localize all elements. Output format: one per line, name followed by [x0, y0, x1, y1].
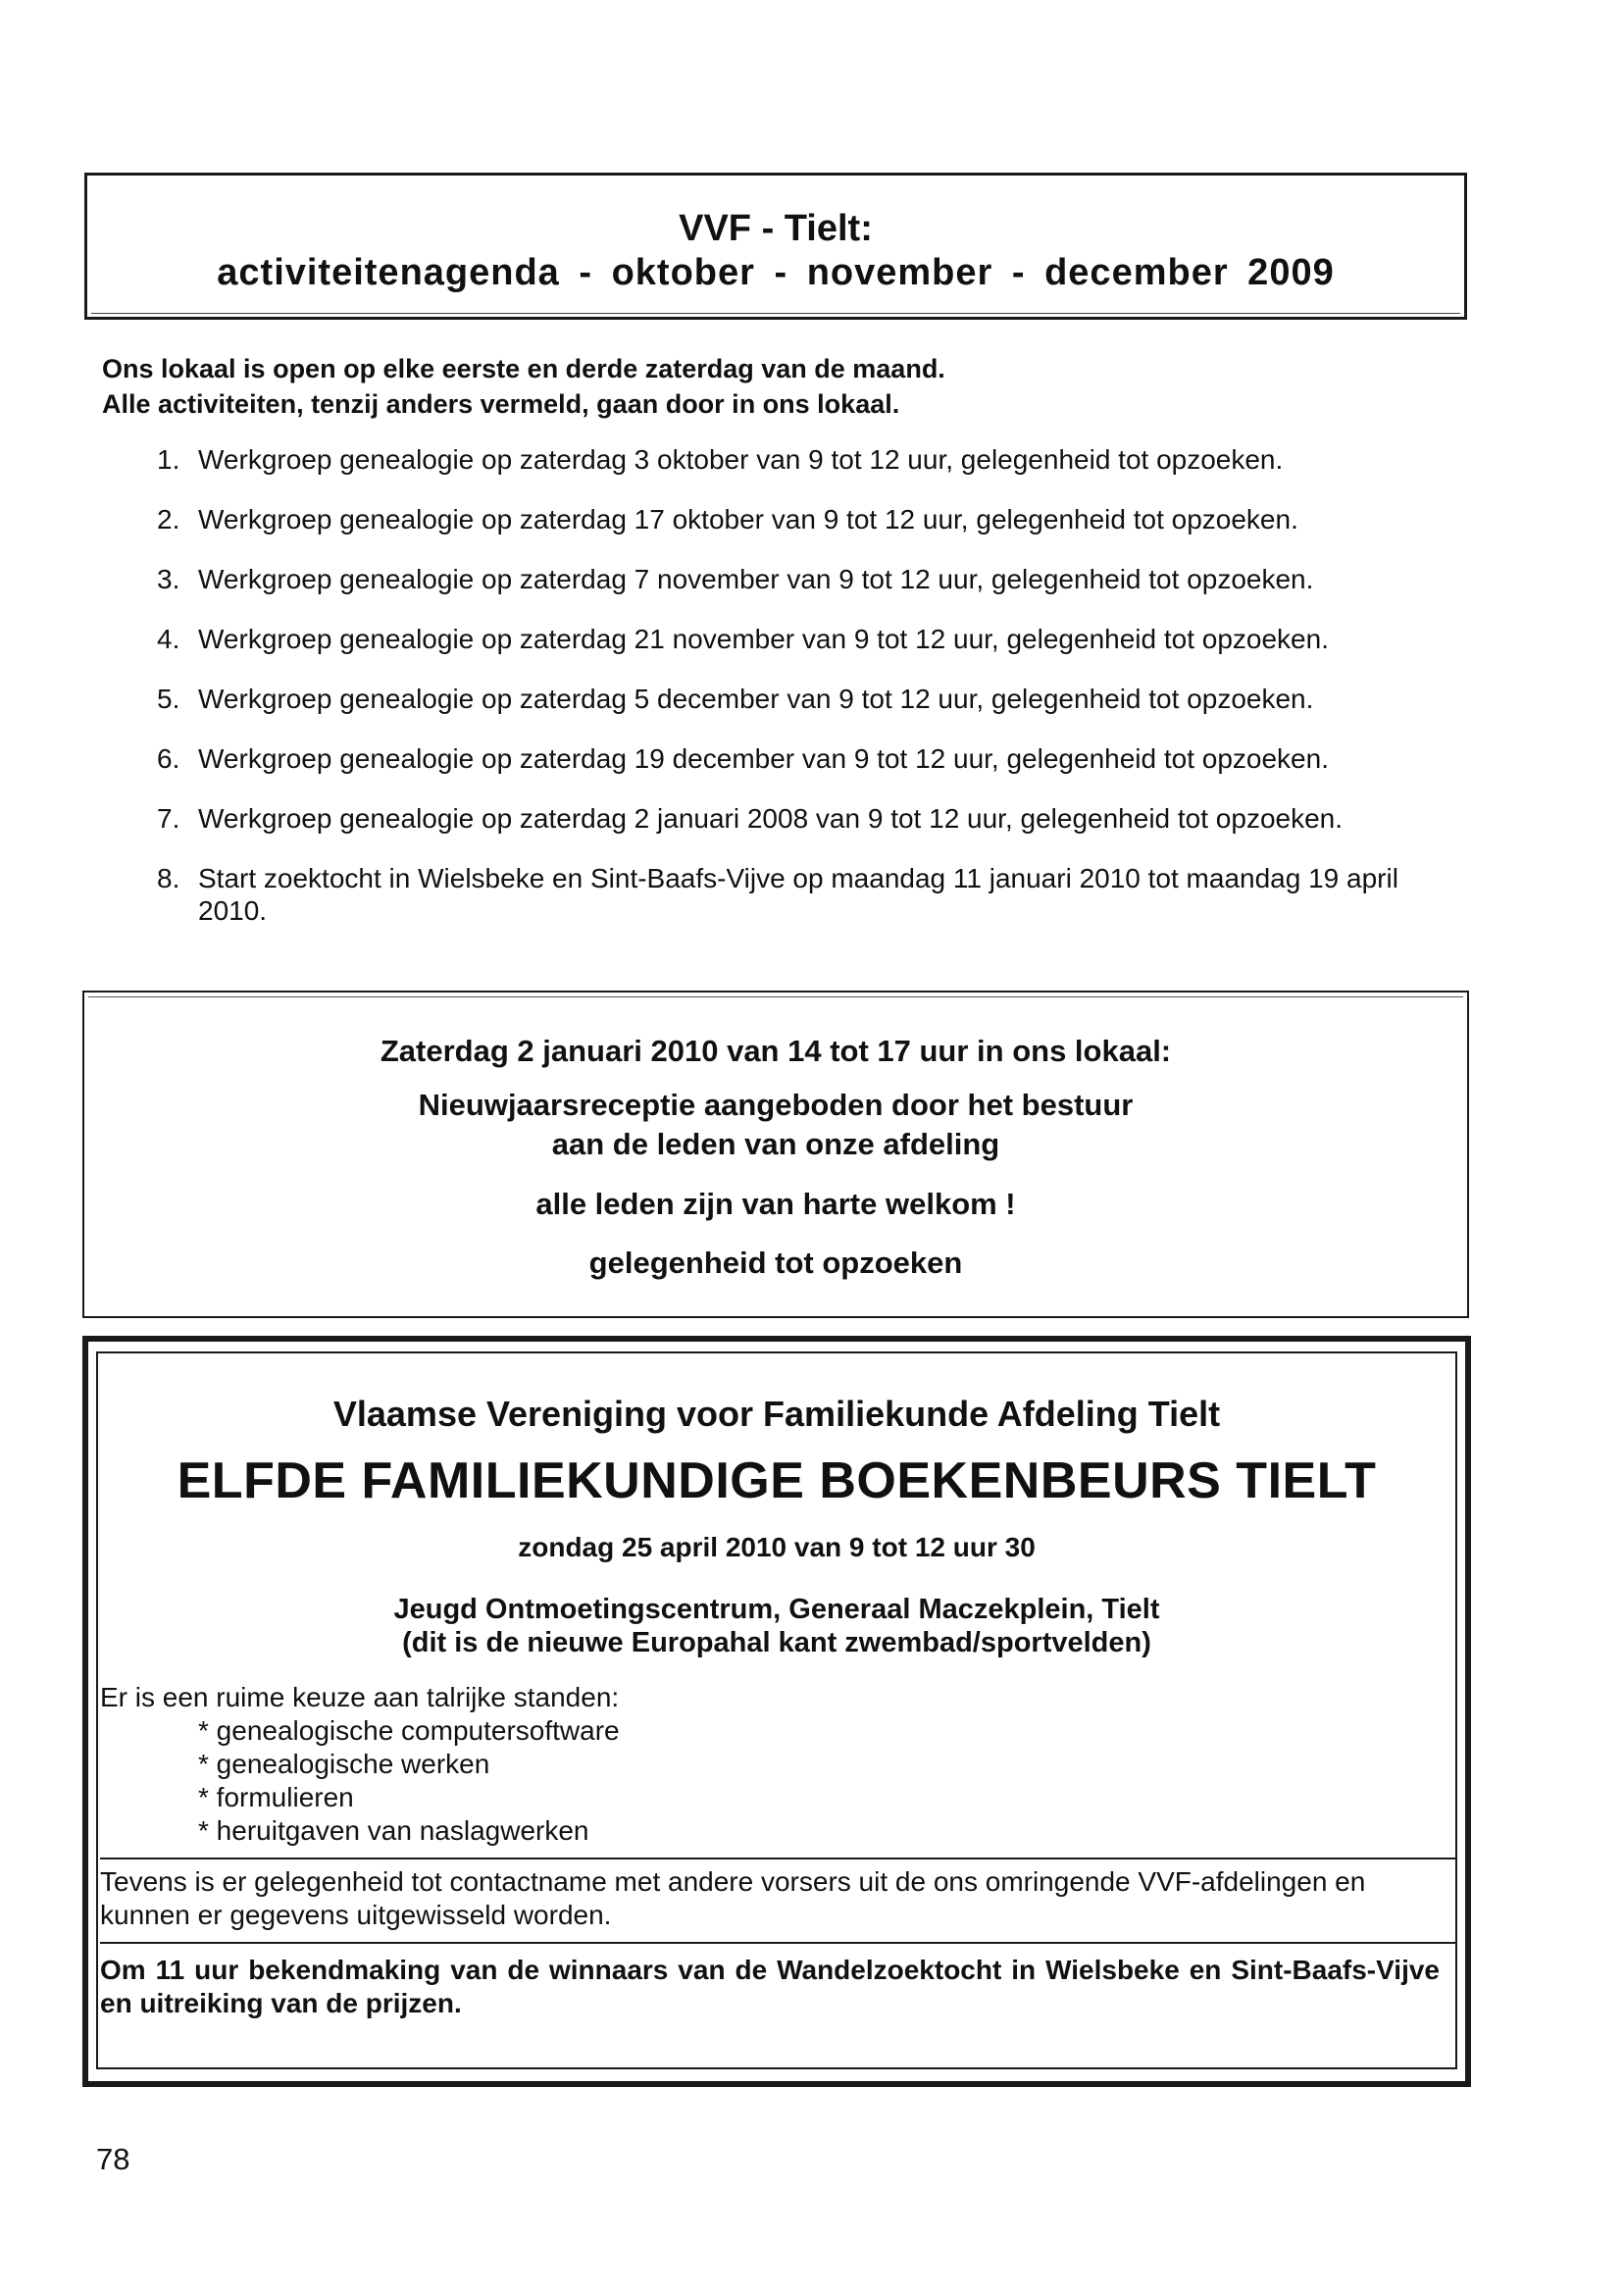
- fair-body: [98, 1681, 1455, 2020]
- page-number: 78: [96, 2142, 130, 2176]
- agenda-item: [147, 443, 1461, 476]
- agenda-item-number: 2.: [157, 504, 180, 535]
- fair-venue: [98, 1593, 1455, 1659]
- agenda-item-number: 8.: [157, 863, 180, 893]
- header-subtitle: activiteitenagenda - oktober - november - december 2009: [217, 252, 1335, 293]
- agenda-item-text: Werkgroep genealogie op zaterdag 19 december van 9 tot 12 uur, gelegenheid tot opzoeken.: [198, 743, 1329, 774]
- list-item: * heruitgaven van naslagwerken: [198, 1815, 589, 1846]
- agenda-item: [147, 623, 1461, 655]
- fair-venue-line-2: (dit is de nieuwe Europahal kant zwembad/sportvelden): [402, 1627, 1151, 1658]
- reception-audience: aan de leden van onze afdeling: [551, 1127, 1000, 1161]
- agenda-item: [147, 742, 1461, 775]
- agenda-item-number: 4.: [157, 624, 180, 654]
- agenda-item-text: Werkgroep genealogie op zaterdag 5 december van 9 tot 12 uur, gelegenheid tot opzoeken.: [198, 684, 1314, 714]
- fair-venue-line-1: Jeugd Ontmoetingscentrum, Generaal Maczekplein, Tielt: [393, 1594, 1160, 1625]
- reception-title: Nieuwjaarsreceptie aangeboden door het bestuur: [418, 1088, 1134, 1122]
- fair-title: ELFDE FAMILIEKUNDIGE BOEKENBEURS TIELT: [177, 1452, 1377, 1509]
- agenda-item-number: 5.: [157, 684, 180, 714]
- agenda-item: [147, 563, 1461, 595]
- agenda-item: [147, 683, 1461, 715]
- list-item: * genealogische werken: [198, 1749, 490, 1779]
- fair-stands-intro: Er is een ruime keuze aan talrijke standen:: [100, 1682, 620, 1712]
- agenda-item-number: 6.: [157, 743, 180, 774]
- agenda-item: [147, 503, 1461, 535]
- agenda-item: [147, 802, 1461, 835]
- fair-date: zondag 25 april 2010 van 9 tot 12 uur 30: [518, 1532, 1036, 1562]
- agenda-item-number: 7.: [157, 803, 180, 834]
- intro-line-1: Ons lokaal is open op elke eerste en derde zaterdag van de maand.: [102, 354, 945, 383]
- book-fair-inner-box: [96, 1351, 1457, 2069]
- reception-research: gelegenheid tot opzoeken: [588, 1246, 963, 1280]
- intro-line-2: Alle activiteiten, tenzij anders vermeld, gaan door in ons lokaal.: [102, 389, 900, 419]
- agenda-item-text: Werkgroep genealogie op zaterdag 21 november van 9 tot 12 uur, gelegenheid tot opzoeken.: [198, 624, 1329, 654]
- agenda-item-number: 1.: [157, 444, 180, 475]
- fair-organisation: Vlaamse Vereniging voor Familiekunde Afdeling Tielt: [332, 1394, 1221, 1434]
- reception-date: Zaterdag 2 januari 2010 van 14 tot 17 uur in ons lokaal:: [380, 1034, 1172, 1068]
- fair-contact-text: Tevens is er gelegenheid tot contactname met andere vorsers uit de ons omringende VVF-afdelingen en kunnen er gegevens uitgewisseld worden.: [100, 1866, 1366, 1930]
- agenda-header-box: [84, 173, 1467, 320]
- book-fair-box: [82, 1336, 1471, 2087]
- new-year-reception-box: [82, 991, 1469, 1318]
- list-item: * genealogische computersoftware: [198, 1715, 620, 1746]
- agenda-item-text: Werkgroep genealogie op zaterdag 3 oktober van 9 tot 12 uur, gelegenheid tot opzoeken.: [198, 444, 1284, 475]
- agenda-item-number: 3.: [157, 564, 180, 594]
- agenda-item: [147, 862, 1461, 927]
- agenda-list: [147, 443, 1461, 927]
- fair-announcement: Om 11 uur bekendmaking van de winnaars van de Wandelzoektocht in Wielsbeke en Sint-Baafs-Vijve en uitreiking van de prijzen.: [100, 1955, 1440, 2018]
- fair-stands-list: [100, 1714, 1455, 1848]
- list-item: * formulieren: [198, 1782, 354, 1812]
- agenda-item-text: Start zoektocht in Wielsbeke en Sint-Baafs-Vijve op maandag 11 januari 2010 tot maandag 19 april 2010.: [198, 863, 1398, 926]
- header-title: VVF - Tielt:: [679, 208, 873, 249]
- reception-welcome: alle leden zijn van harte welkom !: [535, 1187, 1016, 1221]
- agenda-item-text: Werkgroep genealogie op zaterdag 17 oktober van 9 tot 12 uur, gelegenheid tot opzoeken.: [198, 504, 1298, 535]
- agenda-item-text: Werkgroep genealogie op zaterdag 7 november van 9 tot 12 uur, gelegenheid tot opzoeken.: [198, 564, 1314, 594]
- intro-text: [102, 351, 1455, 422]
- agenda-item-text: Werkgroep genealogie op zaterdag 2 januari 2008 van 9 tot 12 uur, gelegenheid tot opzoeken.: [198, 803, 1344, 834]
